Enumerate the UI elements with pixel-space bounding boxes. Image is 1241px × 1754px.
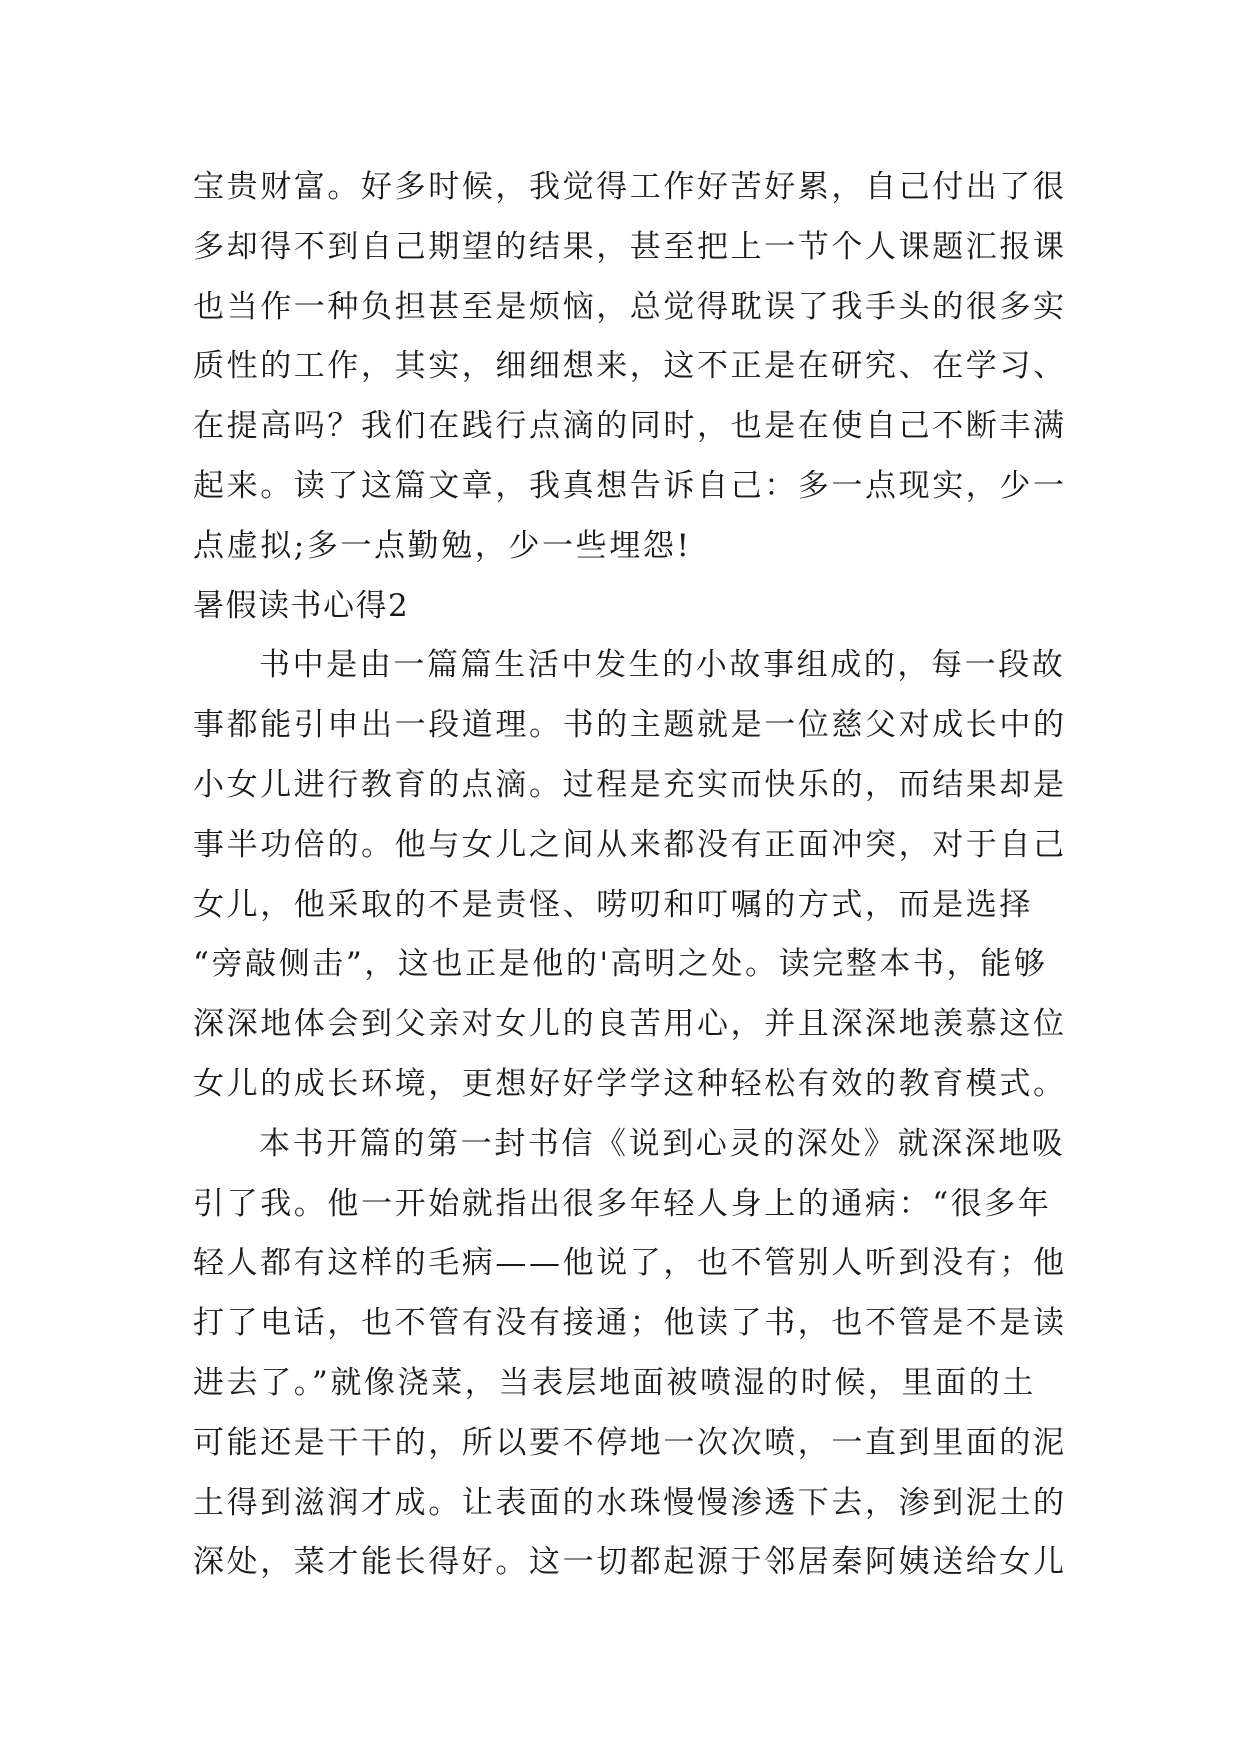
text-line: 事都能引申出一段道理。书的主题就是一位慈父对成长中的 bbox=[193, 707, 1067, 744]
paragraph-first-letter bbox=[193, 1115, 1067, 1593]
text-line: 深深地体会到父亲对女儿的良苦用心，并且深深地羡慕这位 bbox=[193, 1006, 1067, 1043]
paragraph-continued bbox=[193, 158, 1067, 577]
text-line: 事半功倍的。他与女儿之间从来都没有正面冲突，对于自己 bbox=[193, 826, 1067, 863]
text-line: 起来。读了这篇文章，我真想告诉自己：多一点现实，少一 bbox=[193, 467, 1067, 504]
text-line: 宝贵财富。好多时候，我觉得工作好苦好累，自己付出了很 bbox=[193, 169, 1067, 205]
paragraph-book-intro bbox=[193, 636, 1067, 1114]
text-line: 引了我。他一开始就指出很多年轻人身上的通病：“很多年 bbox=[193, 1185, 1052, 1222]
text-line: 深处，菜才能长得好。这一切都起源于邻居秦阿姨送给女儿 bbox=[193, 1544, 1067, 1581]
text-line: 进去了。”就像浇菜，当表层地面被喷湿的时候，里面的土 bbox=[193, 1364, 1036, 1401]
text-line: 多却得不到自己期望的结果，甚至把上一节个人课题汇报课 bbox=[193, 228, 1067, 265]
text-line: 书中是由一篇篇生活中发生的小故事组成的，每一段故 bbox=[259, 647, 1066, 684]
text-line: 土得到滋润才成。让表面的水珠慢慢渗透下去，渗到泥土的 bbox=[193, 1484, 1067, 1521]
text-line: 女儿，他采取的不是责怪、唠叨和叮嘱的方式，而是选择 bbox=[193, 886, 1033, 923]
section-heading: 暑假读书心得2 bbox=[193, 587, 410, 624]
text-line: 打了电话，也不管有没有接通；他读了书，也不管是不是读 bbox=[193, 1305, 1067, 1342]
text-line: 小女儿进行教育的点滴。过程是充实而快乐的，而结果却是 bbox=[193, 766, 1067, 803]
text-line: 本书开篇的第一封书信《说到心灵的深处》就深深地吸 bbox=[259, 1125, 1066, 1162]
document-body bbox=[193, 158, 1067, 1593]
text-line: 质性的工作，其实，细细想来，这不正是在研究、在学习、 bbox=[193, 348, 1067, 385]
text-line: 点虚拟;多一点勤勉，少一些埋怨! bbox=[193, 527, 692, 564]
text-line: 也当作一种负担甚至是烦恼，总觉得耽误了我手头的很多实 bbox=[193, 288, 1067, 325]
text-line: 可能还是干干的，所以要不停地一次次喷，一直到里面的泥 bbox=[193, 1424, 1067, 1461]
text-line: 女儿的成长环境，更想好好学学这种轻松有效的教育模式。 bbox=[193, 1065, 1067, 1102]
text-line: 在提高吗？我们在践行点滴的同时，也是在使自己不断丰满 bbox=[193, 408, 1067, 445]
text-line: 轻人都有这样的毛病——他说了，也不管别人听到没有；他 bbox=[193, 1245, 1067, 1282]
text-line: “旁敲侧击”，这也正是他的'高明之处。读完整本书，能够 bbox=[193, 946, 1048, 983]
